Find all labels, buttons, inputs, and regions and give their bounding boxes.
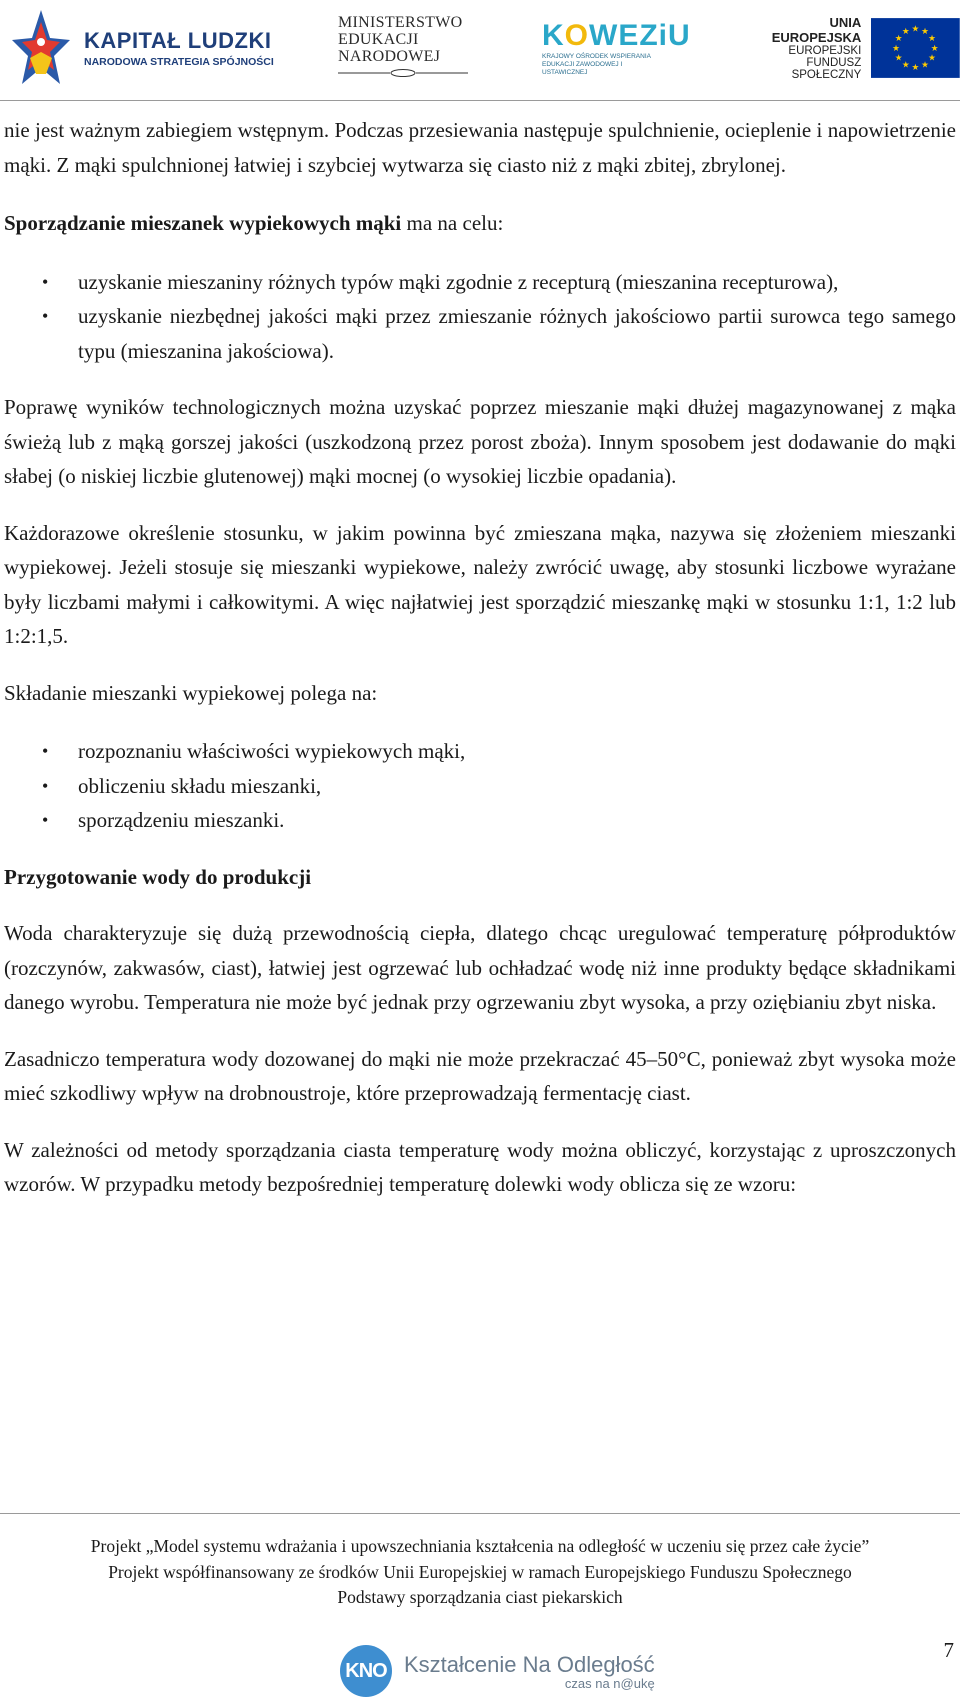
kowezu-rest: WEZiU <box>589 19 691 52</box>
list-item: • uzyskanie niezbędnej jakości mąki przez zmieszanie różnych jakościowo partii surowca tego samego typu (mieszanina jakościowa). <box>4 299 956 368</box>
footer-line3: Podstawy sporządzania ciast piekarskich <box>337 1587 623 1607</box>
svg-text:★: ★ <box>895 53 903 64</box>
svg-text:★: ★ <box>895 34 903 45</box>
list-item: • sporządzeniu mieszanki. <box>4 803 956 838</box>
kapital-title: KAPITAŁ LUDZKI <box>84 28 272 53</box>
kno-title: Kształcenie Na Odległość <box>404 1651 655 1677</box>
kapital-ludzki-logo <box>10 4 274 92</box>
ministry-logo <box>338 4 468 92</box>
kowezu-k: K <box>542 19 565 52</box>
purpose-list <box>4 265 956 369</box>
ministry-ornament-icon <box>338 68 468 78</box>
svg-text:★: ★ <box>911 24 920 35</box>
list-item: • obliczeniu składu mieszanki, <box>4 769 956 804</box>
paragraph-2-bold: Sporządzanie mieszanek wypiekowych mąki <box>4 211 402 235</box>
page-number: 7 <box>943 1638 954 1662</box>
eu-flag-icon <box>871 17 960 79</box>
bullet-icon: • <box>42 306 49 326</box>
paragraph-2 <box>4 206 956 241</box>
page-header <box>0 0 960 100</box>
list-item: • rozpoznaniu właściwości wypiekowych mąki, <box>4 734 956 769</box>
footer-line1: Projekt „Model systemu wdrażania i upowszechniania kształcenia na odległość w uczeniu się przez całe życie” <box>90 1536 870 1556</box>
svg-text:★: ★ <box>902 60 910 71</box>
kapital-subtitle: NARODOWA STRATEGIA SPÓJNOŚCI <box>84 56 274 68</box>
eu-line1: UNIA EUROPEJSKA <box>771 15 862 45</box>
paragraph-5: Składanie mieszanki wypiekowej polega na: <box>4 680 378 705</box>
bullet-icon: • <box>42 271 49 292</box>
svg-text:★: ★ <box>928 34 937 45</box>
svg-text:★: ★ <box>921 60 930 71</box>
svg-text:★: ★ <box>928 53 937 64</box>
main-content <box>4 113 956 1202</box>
kowezu-sun-o: O <box>564 19 590 52</box>
bullet-icon: • <box>42 775 49 796</box>
ministry-line3: NARODOWEJ <box>338 47 441 65</box>
kowezu-subtitle: KRAJOWY OŚRODEK WSPIERANIA EDUKACJI ZAWODOWEJ I USTAWICZNEJ <box>542 53 651 76</box>
svg-text:★: ★ <box>911 63 920 74</box>
kapital-star-icon <box>10 8 72 88</box>
ministry-line2: EDUKACJI <box>338 30 419 48</box>
list-item: • uzyskanie mieszaniny różnych typów mąki zgodnie z recepturą (mieszanina recepturowa), <box>4 265 956 300</box>
paragraph-1: nie jest ważnym zabiegiem wstępnym. Podczas przesiewania następuje spulchnienie, ocieplenie i napowietrzenie mąki. Z mąki spulchnionej łatwiej i szybciej wytwarza się ciasto niż z mąki zbitej, zbrylonej. <box>4 118 956 177</box>
paragraph-7: Zasadniczo temperatura wody dozowanej do mąki nie może przekraczać 45–50°C, ponieważ zbyt wysoka może mieć szkodliwy wpływ na drobnoustroje, które przeprowadzają fermentację ciast. <box>4 1046 956 1105</box>
kno-subtitle: czas na n@ukę <box>564 1675 655 1691</box>
eu-line3: FUNDUSZ SPOŁECZNY <box>791 57 862 81</box>
eu-line2: EUROPEJSKI <box>788 45 862 57</box>
svg-text:★: ★ <box>921 27 930 38</box>
eu-logo <box>738 4 960 92</box>
svg-text:★: ★ <box>902 27 910 38</box>
ministry-line1: MINISTERSTWO <box>338 13 463 31</box>
kowezu-logo <box>542 4 691 92</box>
section-heading: Przygotowanie wody do produkcji <box>4 864 312 889</box>
paragraph-2-rest: ma na celu: <box>401 211 504 235</box>
header-divider <box>0 100 960 101</box>
kno-badge-icon: KNO <box>340 1645 392 1697</box>
svg-text:★: ★ <box>931 43 939 54</box>
bullet-icon: • <box>42 741 49 761</box>
steps-list <box>4 734 956 838</box>
svg-text:★: ★ <box>892 43 901 54</box>
footer-divider <box>0 1513 960 1514</box>
page-footer <box>0 1534 960 1611</box>
paragraph-6: Woda charakteryzuje się dużą przewodnością ciepła, dlatego chcąc uregulować temperaturę półproduktów (rozczynów, zakwasów, ciast), łatwiej jest ogrzewać lub ochładzać wodę niż inne produkty będące składnikami danego wyrobu. Temperatura nie może być jednak przy ogrzewaniu zbyt wysoka, a przy oziębianiu zbyt niska. <box>4 921 956 1014</box>
bullet-icon: • <box>42 810 49 830</box>
paragraph-3: Poprawę wyników technologicznych można uzyskać poprzez mieszanie mąki dłużej magazynowanej z mąka świeżą lub z mąką gorszej jakości (uszkodzoną przez porost zboża). Innym sposobem jest dodawanie do mąki słabej (o niskiej liczbie glutenowej) mąki mocnej (o wysokiej liczbie opadania). <box>4 395 956 488</box>
footer-line2: Projekt współfinansowany ze środków Unii Europejskiej w ramach Europejskiego Funduszu Społecznego <box>108 1561 852 1582</box>
paragraph-4: Każdorazowe określenie stosunku, w jakim powinna być zmieszana mąka, nazywa się złożeniem mieszanki wypiekowej. Jeżeli stosuje się mieszanki wypiekowe, należy zwrócić uwagę, aby stosunki liczbowe wyrażane były liczbami małymi i całkowitymi. A więc najłatwiej jest sporządzić mieszankę mąki w stosunku 1:1, 1:2 lub 1:2:1,5. <box>4 520 956 648</box>
paragraph-8: W zależności od metody sporządzania ciasta temperaturę wody można obliczyć, korzystając z uproszczonych wzorów. W przypadku metody bezpośredniej temperaturę dolewki wody oblicza się ze wzoru: <box>4 1137 956 1196</box>
kno-logo <box>340 1645 655 1697</box>
